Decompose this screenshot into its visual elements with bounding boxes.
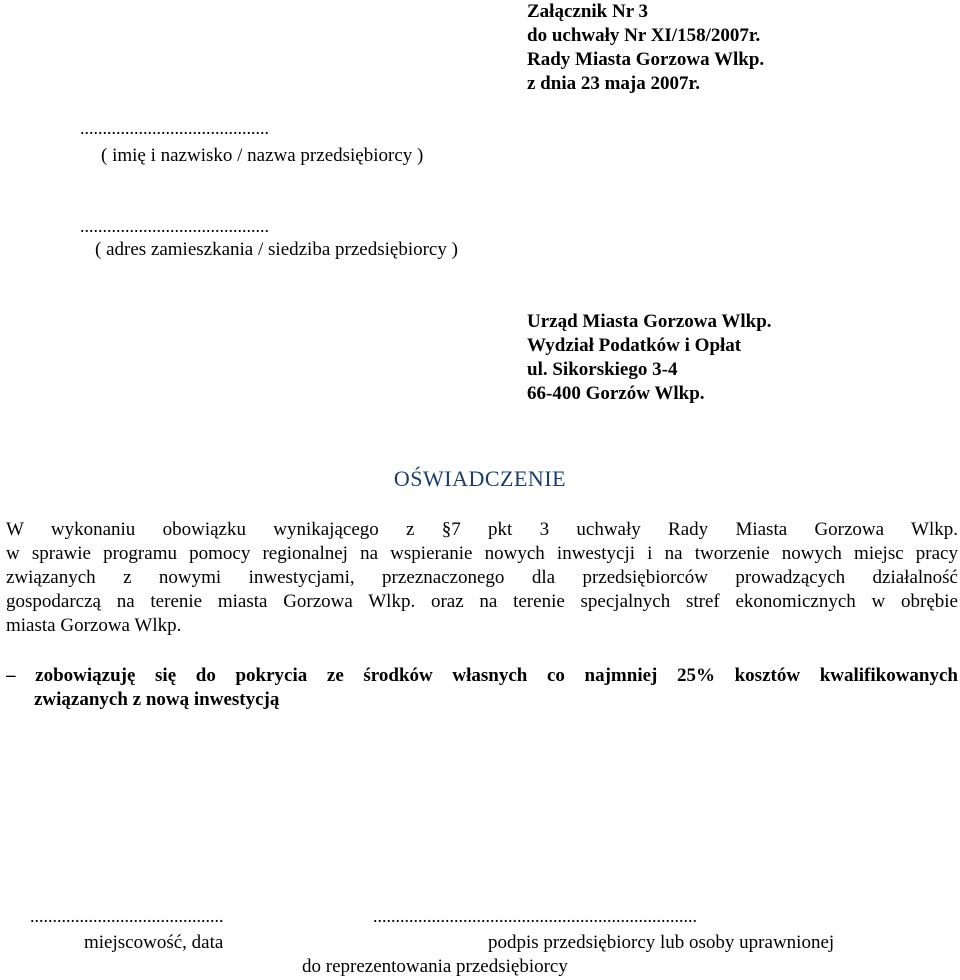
name-field-dots: .......................................... [80, 118, 269, 138]
recipient-address [527, 310, 772, 406]
place-date-dots: ........................................... [30, 906, 224, 926]
annex-date: z dnia 23 maja 2007r. [527, 73, 700, 94]
address-field-dots: .......................................... [80, 216, 269, 236]
obligation-line-2: związanych z nową inwestycją [34, 689, 280, 710]
signature-caption-line-2: do reprezentowania przedsiębiorcy [302, 956, 568, 977]
obligation-line-1 [6, 664, 958, 688]
signature-dots: ........................................................................ [373, 906, 697, 926]
annex-number: Załącznik Nr 3 [527, 1, 649, 22]
annex-council: Rady Miasta Gorzowa Wlkp. [527, 49, 765, 70]
signature-caption-line-1: podpis przedsiębiorcy lub osoby uprawnionej [488, 932, 835, 953]
document-title: OŚWIADCZENIE [393, 466, 567, 491]
name-field-caption: ( imię i nazwisko / nazwa przedsiębiorcy ) [101, 145, 424, 166]
annex-header [527, 0, 764, 96]
obligation-text-1: zobowiązuję się do pokrycia ze środków własnych co najmniej 25% kosztów kwalifikowanych [35, 665, 958, 686]
statement-paragraph [6, 518, 958, 638]
paragraph-line-4: gospodarczą na terenie miasta Gorzowa Wlkp. oraz na terenie specjalnych stref ekonomicznych w obrębie [6, 591, 958, 612]
recipient-department: Wydział Podatków i Opłat [527, 335, 742, 356]
obligation-dash: – [6, 665, 16, 686]
recipient-street: ul. Sikorskiego 3-4 [527, 359, 678, 380]
place-date-caption: miejscowość, data [84, 932, 224, 953]
obligation-clause [6, 664, 958, 712]
paragraph-line-1: W wykonaniu obowiązku wynikającego z §7 pkt 3 uchwały Rady Miasta Gorzowa Wlkp. [6, 519, 958, 540]
annex-resolution: do uchwały Nr XI/158/2007r. [527, 25, 761, 46]
address-field-caption: ( adres zamieszkania / siedziba przedsiębiorcy ) [95, 239, 458, 260]
paragraph-line-5: miasta Gorzowa Wlkp. [6, 615, 182, 636]
recipient-city: 66-400 Gorzów Wlkp. [527, 383, 705, 404]
paragraph-line-3: związanych z nowymi inwestycjami, przeznaczonego dla przedsiębiorców prowadzących działalność [6, 567, 958, 588]
paragraph-line-2: w sprawie programu pomocy regionalnej na wspieranie nowych inwestycji i na tworzenie nowych miejsc pracy [6, 543, 958, 564]
recipient-office: Urząd Miasta Gorzowa Wlkp. [527, 311, 772, 332]
